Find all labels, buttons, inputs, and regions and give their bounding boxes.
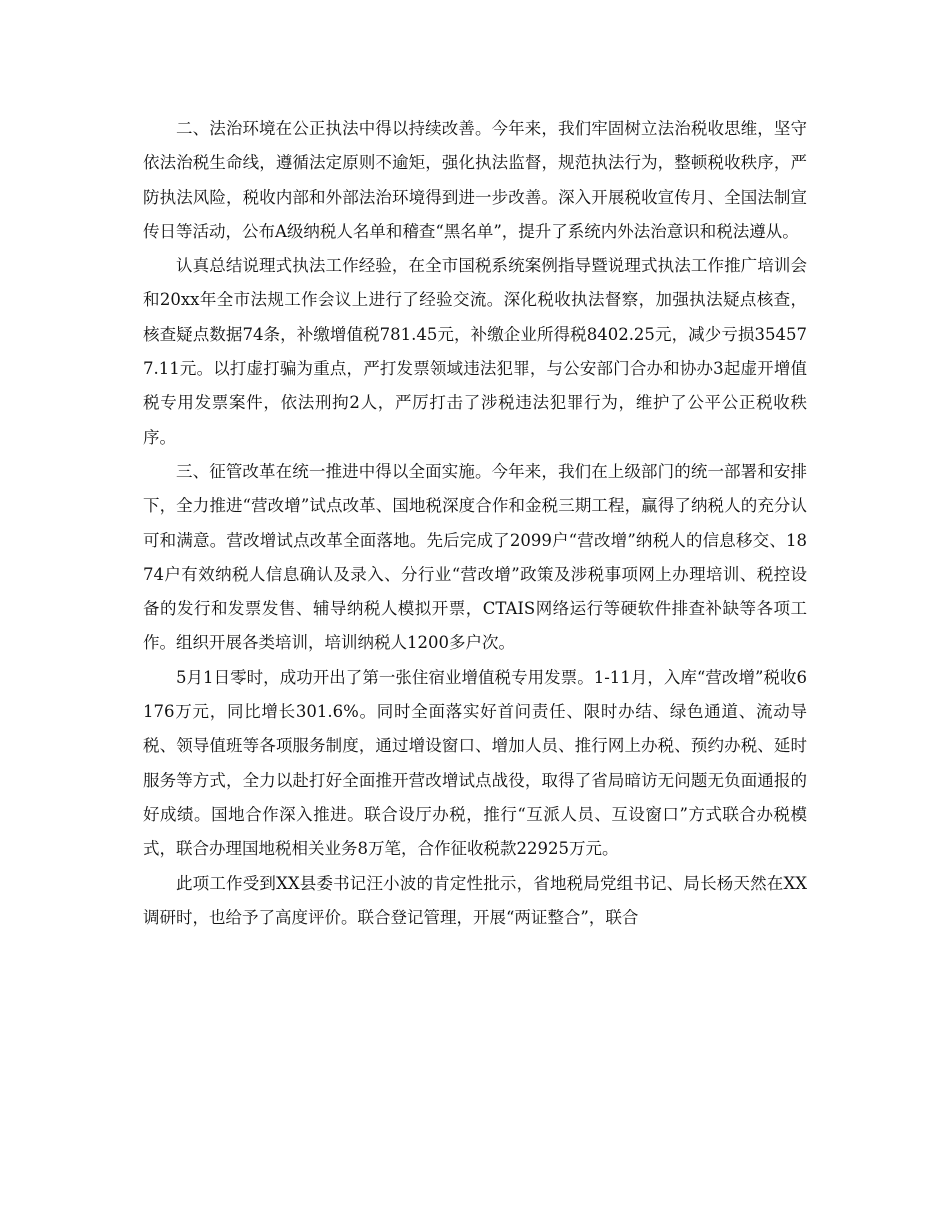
paragraph-rule-of-law: 二、法治环境在公正执法中得以持续改善。今年来，我们牢固树立法治税收思维，坚守依法治税生命线，遵循法定原则不逾矩，强化执法监督，规范执法行为，整顿税收秩序，严防执法风险，税收内部和外部法治环境得到进一步改善。深入开展税收宣传月、全国法制宣传日等活动，公布A级纳税人名单和稽查“黑名单”，提升了系统内外法治意识和税法遵从。 — [143, 119, 807, 241]
paragraph-vat-invoice: 5月1日零时，成功开出了第一张住宿业增值税专用发票。1-11月，入库“营改增”税收6176万元，同比增长301.6%。同时全面落实好首问责任、限时办结、绿色通道、流动导税、领导值班等各项服务制度，通过增设窗口、增加人员、推行网上办税、预约办税、延时服务等方式，全力以赴打好全面推开营改增试点战役，取得了省局暗访无问题无负面通报的好成绩。国地合作深入推进。联合设厅办税，推行“互派人员、互设窗口”方式联合办税模式，联合办理国地税相关业务8万笔，合作征收税款22925万元。 — [143, 667, 807, 859]
paragraph-enforcement-experience: 认真总结说理式执法工作经验，在全市国税系统案例指导暨说理式执法工作推广培训会和20xx年全市法规工作会议上进行了经验交流。深化税收执法督察，加强执法疑点核查，核查疑点数据74条，补缴增值税781.45元，补缴企业所得税8402.25元，减少亏损354577.11元。以打虚打骗为重点，严打发票领域违法犯罪，与公安部门合办和协办3起虚开增值税专用发票案件，依法刑拘2人，严厉打击了涉税违法犯罪行为，维护了公平公正税收秩序。 — [143, 256, 807, 447]
document-body — [143, 112, 807, 935]
paragraph-collection-reform: 三、征管改革在统一推进中得以全面实施。今年来，我们在上级部门的统一部署和安排下，全力推进“营改增”试点改革、国地税深度合作和金税三期工程，赢得了纳税人的充分认可和满意。营改增试点改革全面落地。先后完成了2099户“营改增”纳税人的信息移交、1874户有效纳税人信息确认及录入、分行业“营改增”政策及涉税事项网上办理培训、税控设备的发行和发票发售、辅导纳税人模拟开票，CTAIS网络运行等硬软件排查补缺等各项工作。组织开展各类培训，培训纳税人1200多户次。 — [143, 461, 807, 653]
paragraph-joint-registration: 此项工作受到XX县委书记汪小波的肯定性批示，省地税局党组书记、局长杨天然在XX调研时，也给予了高度评价。联合登记管理，开展“两证整合”，联合 — [143, 873, 807, 927]
